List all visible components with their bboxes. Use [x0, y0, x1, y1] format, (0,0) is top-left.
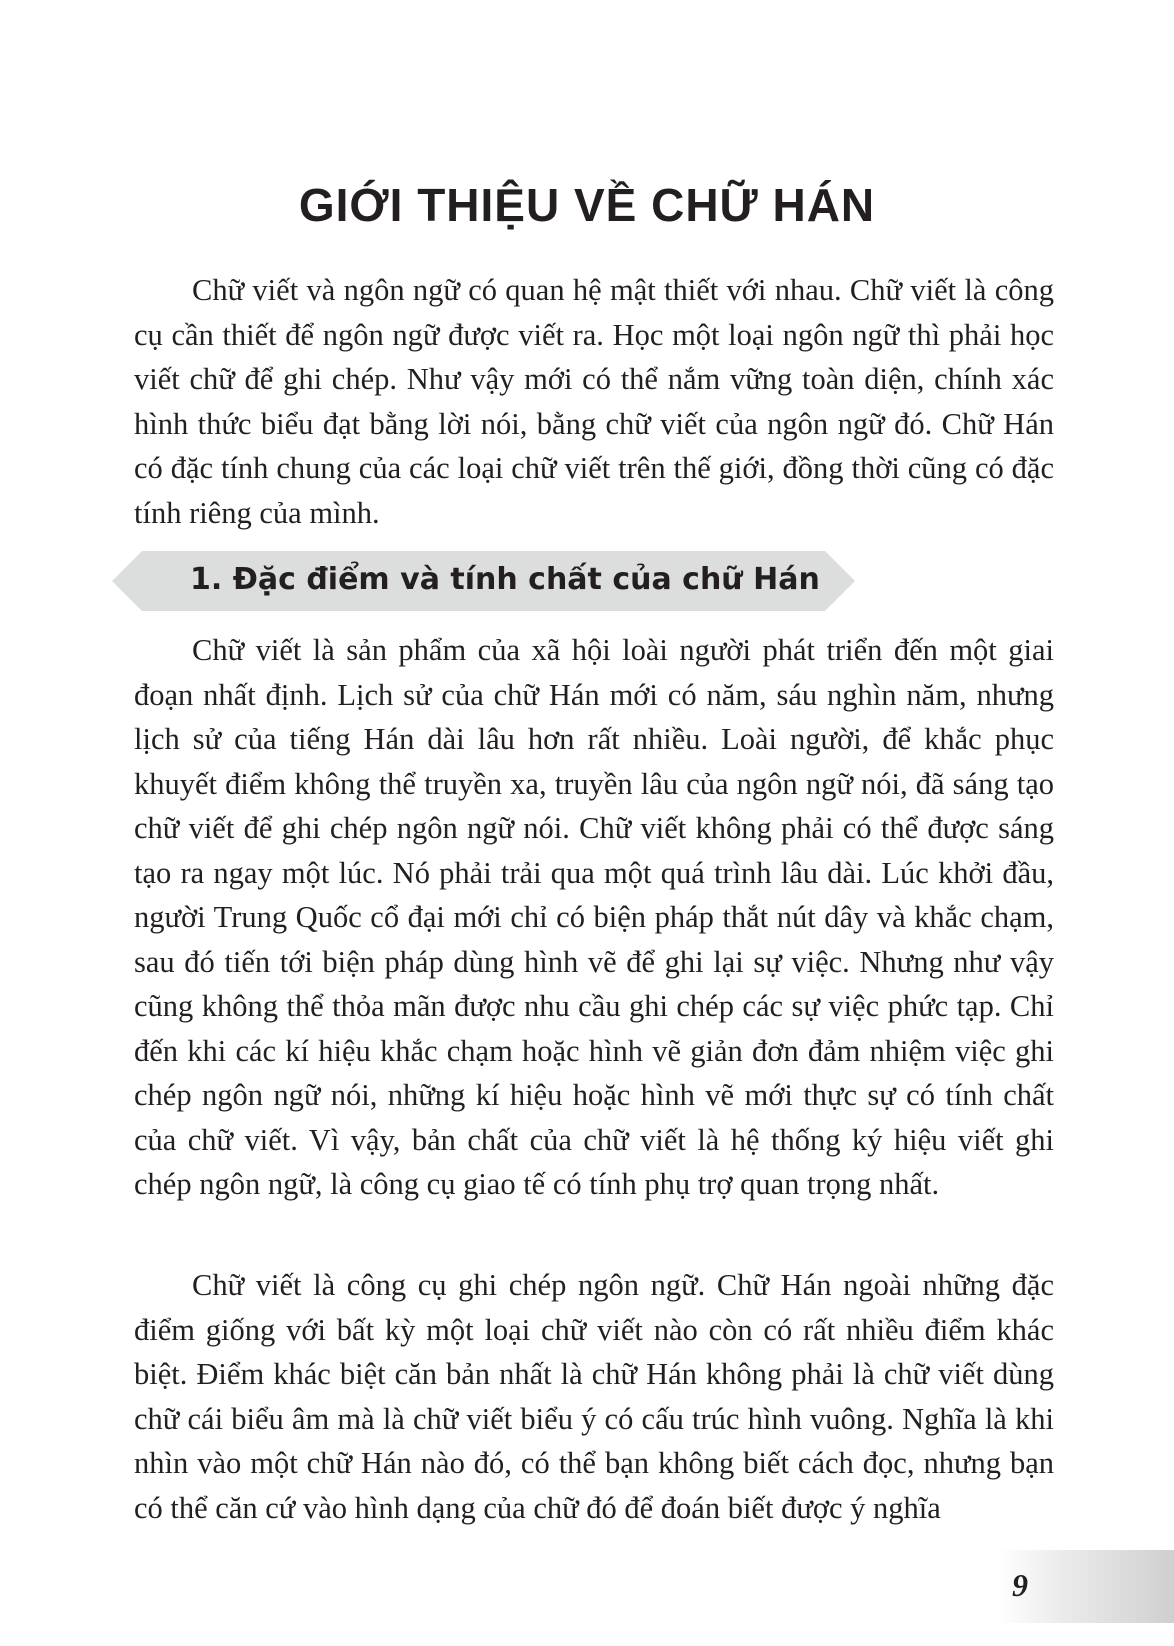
- page-title: GIỚI THIỆU VỀ CHỮ HÁN: [298, 179, 876, 231]
- section-heading: 1. Đặc điểm và tính chất của chữ Hán: [190, 562, 820, 597]
- section-paragraph-2: Chữ viết là công cụ ghi chép ngôn ngữ. Chữ Hán ngoài những đặc điểm giống với bất kỳ một loại chữ viết nào còn có rất nhiều điểm khác biệt. Điểm khác biệt căn bản nhất là chữ Hán không phải là chữ viết dùng chữ cái biểu âm mà là chữ viết biểu ý có cấu trúc hình vuông. Nghĩa là khi nhìn vào một chữ Hán nào đó, có thể bạn không biết cách đọc, nhưng bạn có thể căn cứ vào hình dạng của chữ đó để đoán biết được ý nghĩa: [134, 1268, 1054, 1525]
- intro-paragraph: Chữ viết và ngôn ngữ có quan hệ mật thiết với nhau. Chữ viết là công cụ cần thiết để ngôn ngữ được viết ra. Học một loại ngôn ngữ thì phải học viết chữ để ghi chép. Như vậy mới có thể nắm vững toàn diện, chính xác hình thức biểu đạt bằng lời nói, bằng chữ viết của ngôn ngữ đó. Chữ Hán có đặc tính chung của các loại chữ viết trên thế giới, đồng thời cũng có đặc tính riêng của mình.: [134, 273, 1054, 530]
- page-number: 9: [1012, 1567, 1028, 1603]
- section-paragraph-1: Chữ viết là sản phẩm của xã hội loài người phát triển đến một giai đoạn nhất định. Lịch sử của chữ Hán mới có năm, sáu nghìn năm, nhưng lịch sử của tiếng Hán dài lâu hơn rất nhiều. Loài người, để khắc phục khuyết điểm không thể truyền xa, truyền lâu của ngôn ngữ nói, đã sáng tạo chữ viết để ghi chép ngôn ngữ nói. Chữ viết không phải có thể được sáng tạo ra ngay một lúc. Nó phải trải qua một quá trình lâu dài. Lúc khởi đầu, người Trung Quốc cổ đại mới chỉ có biện pháp thắt nút dây và khắc chạm, sau đó tiến tới biện pháp dùng hình vẽ để ghi lại sự việc. Nhưng như vậy cũng không thể thỏa mãn được nhu cầu ghi chép các sự việc phức tạp. Chỉ đến khi các kí hiệu khắc chạm hoặc hình vẽ giản đơn đảm nhiệm việc ghi chép ngôn ngữ nói, những kí hiệu hoặc hình vẽ mới thực sự có tính chất của chữ viết. Vì vậy, bản chất của chữ viết là hệ thống ký hiệu viết ghi chép ngôn ngữ, là công cụ giao tế có tính phụ trợ quan trọng nhất.: [134, 633, 1054, 1201]
